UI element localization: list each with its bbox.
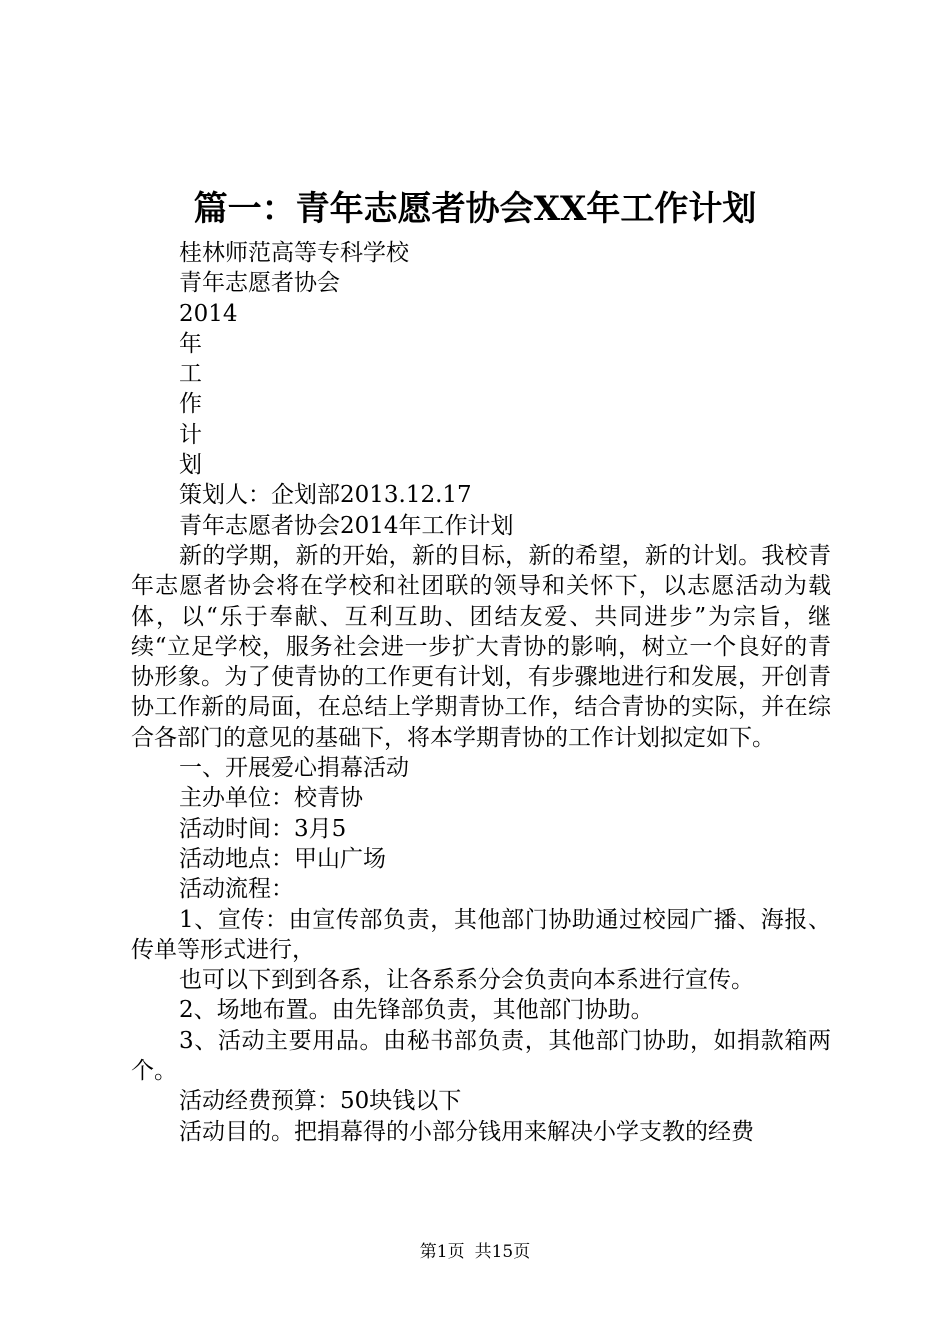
intro-paragraph: 新的学期，新的开始，新的目标，新的希望，新的计划。我校青年志愿者协会将在学校和社团联的领导和关怀下，以志愿活动为载体，以“乐于奉献、互利互助、团结友爱、共同进步”为宗旨，继续“立足学校，服务社会进一步扩大青协的影响，树立一个良好的青协形象。为了使青协的工作更有计划，有步骤地进行和发展，开创青协工作新的局面，在总结上学期青协工作，结合青协的实际，并在综合各部门的意见的基础下，将本学期青协的工作计划拟定如下。 — [131, 542, 831, 751]
plan-heading-line: 青年志愿者协会2014年工作计划 — [179, 512, 514, 539]
organizer-line: 主办单位：校青协 — [179, 785, 363, 812]
page-number: 第1页 — [419, 1242, 465, 1262]
budget-line: 活动经费预算：50块钱以下 — [179, 1088, 462, 1115]
step-1-continuation: 也可以下到到各系，让各系系分会负责向本系进行宣传。 — [179, 967, 754, 994]
vertical-title-char: 工 — [179, 361, 202, 388]
purpose-line: 活动目的。把捐幕得的小部分钱用来解决小学支教的经费 — [179, 1118, 754, 1145]
school-name-line: 桂林师范高等专科学校 — [179, 240, 409, 266]
document-title: 篇一：青年志愿者协会XX年工作计划 — [193, 189, 757, 229]
vertical-title-char: 作 — [179, 391, 202, 418]
vertical-title-char: 划 — [179, 452, 202, 479]
total-pages: 共15页 — [474, 1242, 531, 1262]
vertical-title-char: 年 — [179, 330, 202, 357]
activity-time-line: 活动时间：3月5 — [179, 815, 347, 842]
planner-line: 策划人：企划部2013.12.17 — [179, 482, 472, 509]
page-footer — [0, 1240, 950, 1264]
step-2-line: 2、场地布置。由先锋部负责，其他部门协助。 — [179, 997, 654, 1024]
step-3-paragraph: 3、活动主要用品。由秘书部负责，其他部门协助，如捐款箱两个。 — [131, 1027, 831, 1085]
section-heading: 一、开展爱心捐幕活动 — [179, 755, 409, 782]
step-1-paragraph: 1、宣传：由宣传部负责，其他部门协助通过校园广播、海报、传单等形式进行， — [131, 906, 831, 963]
activity-location-line: 活动地点：甲山广场 — [179, 845, 386, 872]
association-name-line: 青年志愿者协会 — [179, 270, 340, 297]
year-line: 2014 — [179, 300, 238, 327]
vertical-title-char: 计 — [179, 421, 202, 448]
activity-process-line: 活动流程： — [179, 876, 294, 903]
document-body — [131, 238, 831, 1147]
